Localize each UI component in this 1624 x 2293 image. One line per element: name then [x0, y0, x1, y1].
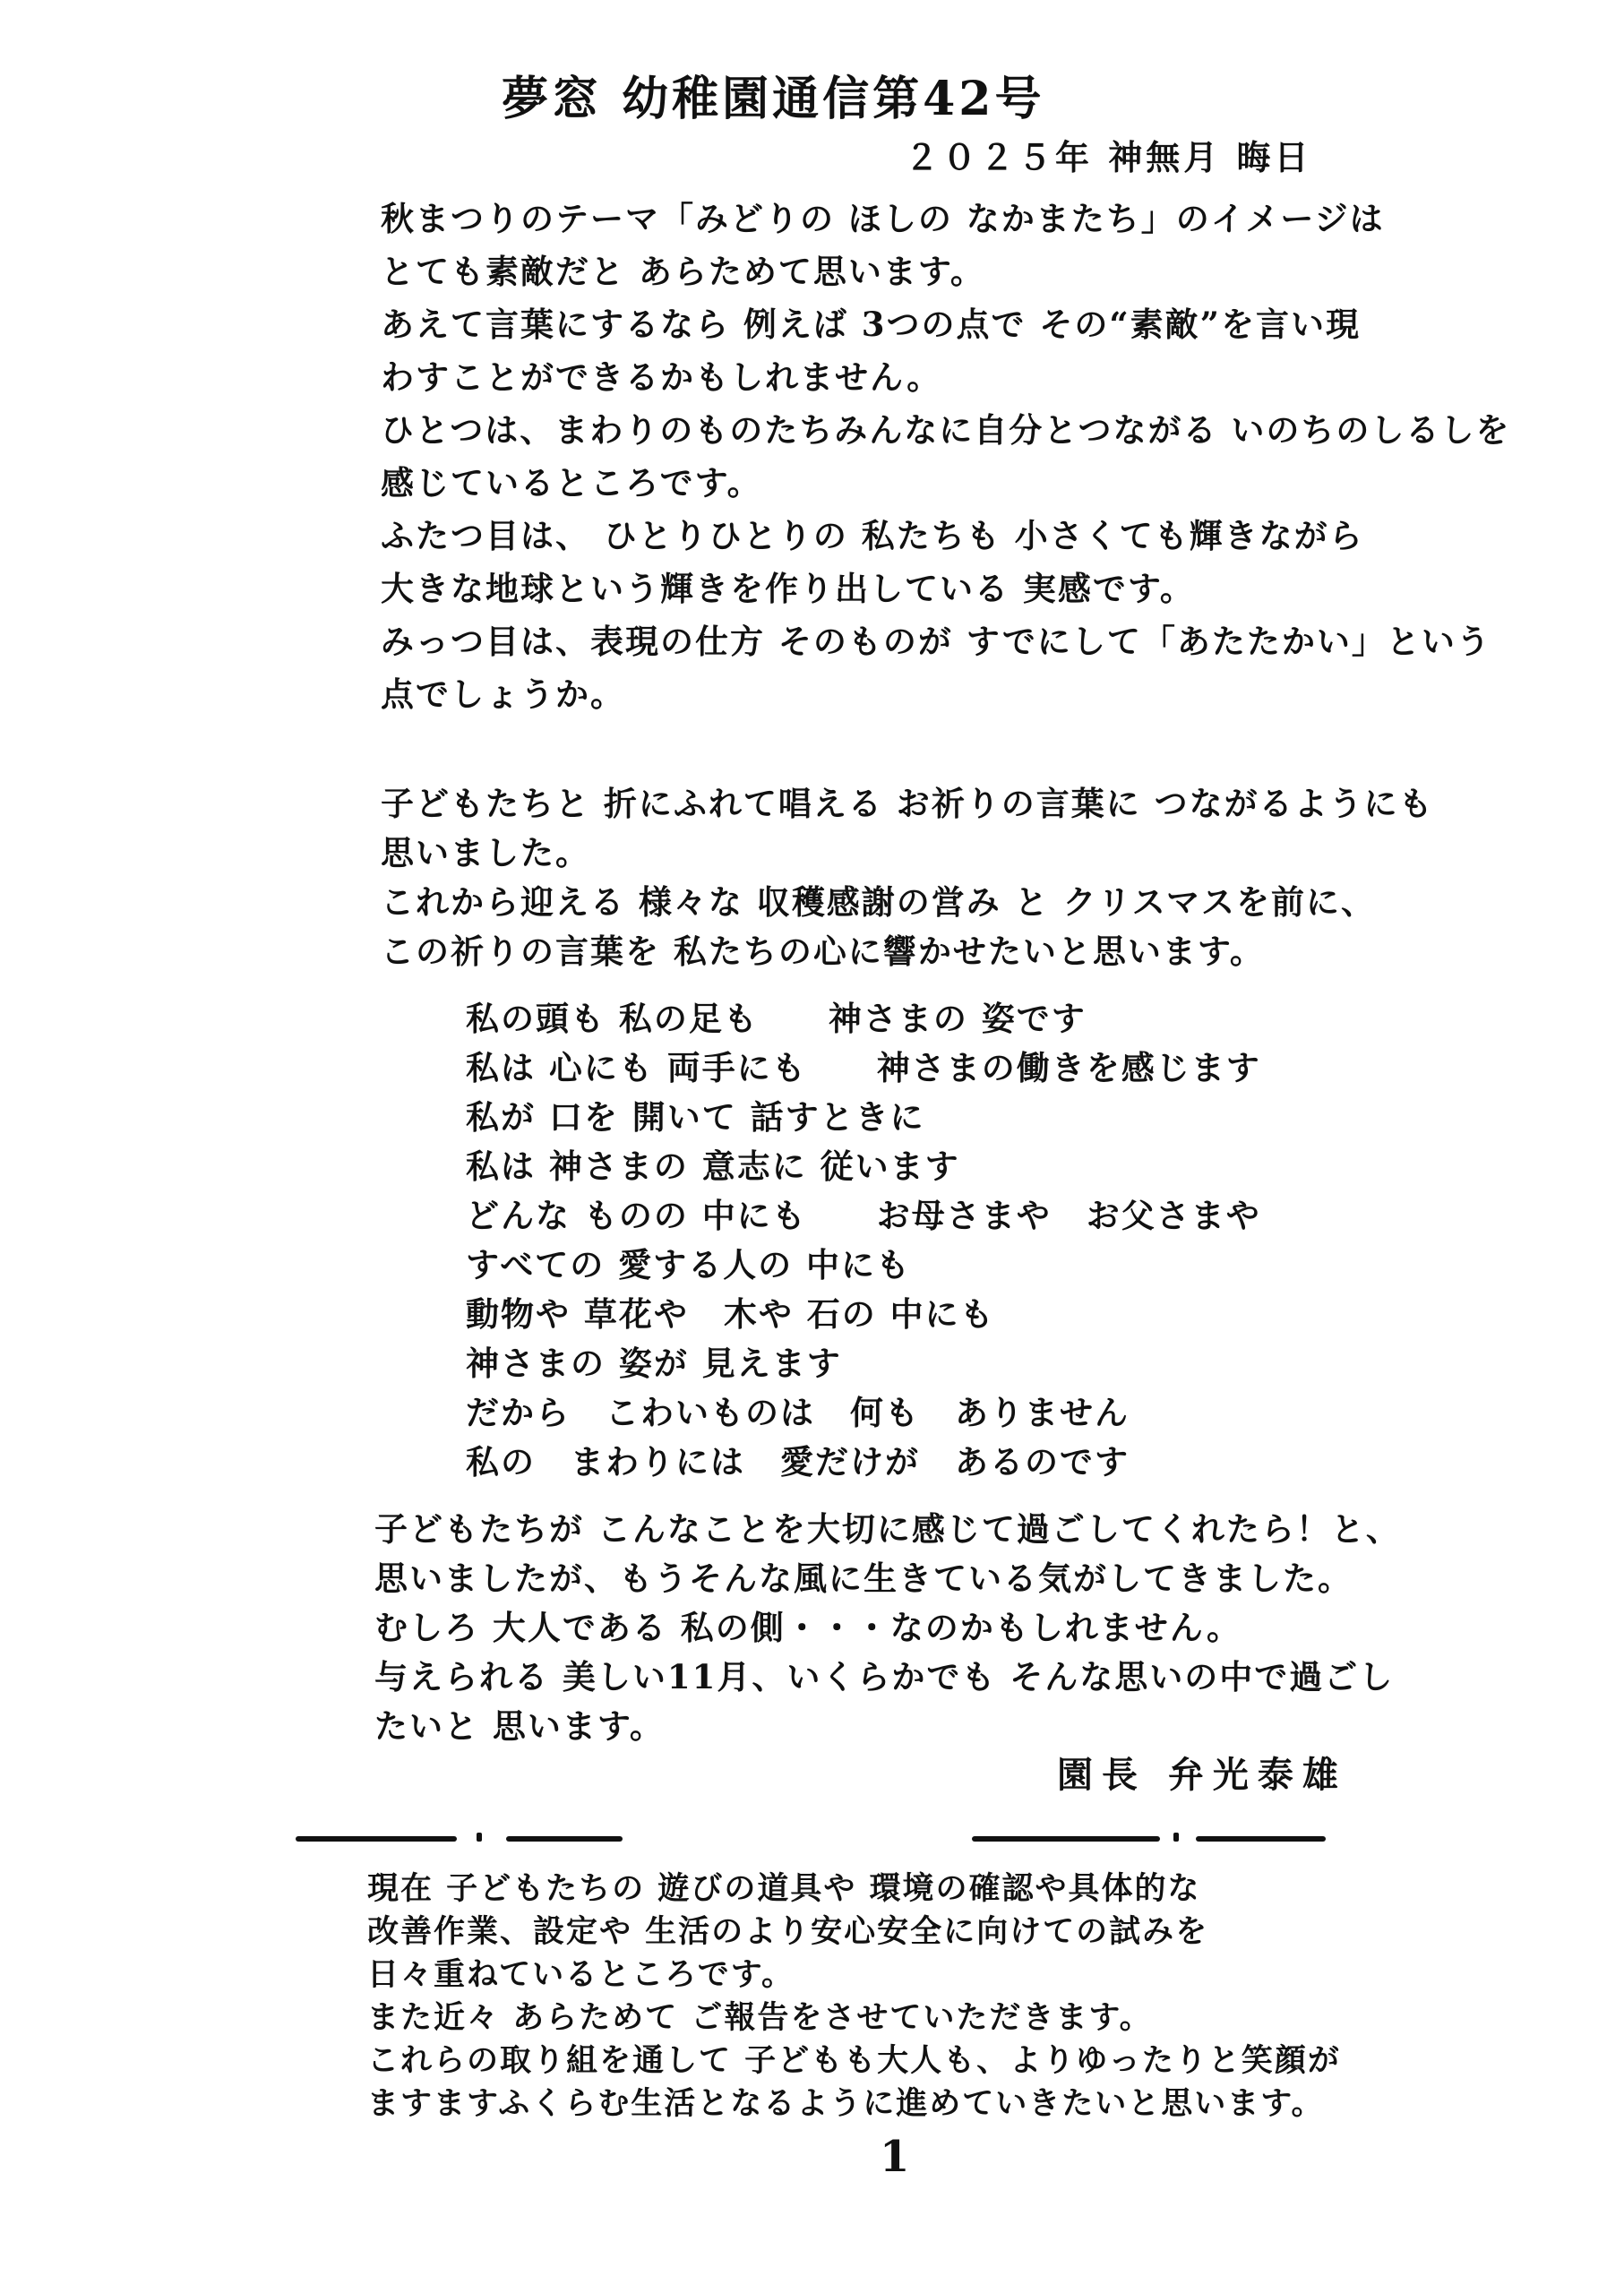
text-line: ひとつは、まわりのものたちみんなに自分とつながる いのちのしるしを: [381, 410, 1511, 450]
prayer-line: 私の まわりには 愛だけが あるのです: [466, 1442, 1130, 1481]
text-line: わすことができるかもしれません。: [381, 357, 942, 397]
page-number: 1: [880, 2132, 910, 2182]
text-line: 点でしょうか。: [381, 674, 625, 714]
prayer-line: だから こわいものは 何も ありません: [466, 1393, 1130, 1432]
text-line: みっつ目は、表現の仕方 そのものが すでにして「あたたかい」という: [381, 622, 1491, 661]
prayer-line: 私は 心にも 両手にも 神さまの働きを感じます: [466, 1048, 1261, 1087]
paragraph-closing: [374, 1505, 1401, 1751]
text-line: 思いました。: [381, 833, 590, 872]
text-line: たいと 思います。: [374, 1706, 665, 1746]
text-line: あえて言葉にするなら 例えば 3つの点で その“素敵”を言い現: [381, 305, 1361, 344]
text-line: 思いましたが、もうそんな風に生きている気がしてきました。: [374, 1559, 1353, 1598]
prayer-line: 私が 口を 開いて 話すときに: [466, 1097, 925, 1137]
text-line: 子どもたちが こんなことを大切に感じて過ごしてくれたら！と、: [374, 1509, 1401, 1549]
issue-date: ２０２５年 神無月 晦日: [905, 137, 1312, 177]
text-line: また近々 あらためて ご報告をさせていただきます。: [367, 1999, 1153, 2036]
prayer-line: すべての 愛する人の 中にも: [466, 1245, 912, 1284]
text-line: とても素敵だと あらためて思います。: [381, 252, 985, 291]
prayer-line: 私の頭も 私の足も 神さまの 姿です: [466, 999, 1087, 1038]
text-line: ますますふくらむ生活となるように進めていきたいと思います。: [367, 2085, 1325, 2122]
text-line: ふたつ目は、 ひとりひとりの 私たちも 小さくても輝きながら: [381, 516, 1364, 555]
text-line: これから迎える 様々な 収穫感謝の営み と クリスマスを前に、: [381, 882, 1377, 922]
text-line: 子どもたちと 折にふれて唱える お祈りの言葉に つながるようにも: [381, 784, 1434, 823]
text-line: 改善作業、設定や 生活のより安心安全に向けての試みを: [367, 1913, 1209, 1950]
text-line: 現在 子どもたちの 遊びの道具や 環境の確認や具体的な: [367, 1870, 1201, 1907]
prayer-line: 動物や 草花や 木や 石の 中にも: [466, 1294, 995, 1334]
text-line: 感じているところです。: [381, 463, 762, 502]
text-line: 秋まつりのテーマ「みどりの ほしの なかまたち」のイメージは: [381, 199, 1385, 238]
prayer-line: 神さまの 姿が 見えます: [466, 1344, 842, 1383]
text-line: むしろ 大人である 私の側・・・なのかもしれません。: [374, 1608, 1242, 1647]
text-line: この祈りの言葉を 私たちの心に響かせたいと思います。: [381, 932, 1265, 971]
paragraph-prayer-intro: [381, 779, 1434, 976]
divider-right-long: [972, 1836, 1160, 1842]
prayer-verse: [466, 994, 1261, 1487]
text-line: 日々重ねているところです。: [367, 1956, 795, 1993]
newsletter-title: 夢窓 幼稚園通信第42号: [502, 72, 1045, 126]
prayer-line: どんな ものの 中にも お母さまや お父さまや: [466, 1196, 1261, 1235]
text-line: 大きな地球という輝きを作り出している 実感です。: [381, 569, 1195, 608]
text-line: これらの取り組を通して 子どもも大人も、よりゆったりと笑顔が: [367, 2042, 1341, 2079]
divider-left-long: [296, 1836, 457, 1842]
principal-signature: 園長 弁光泰雄: [1057, 1754, 1347, 1796]
prayer-line: 私は 神さまの 意志に 従います: [466, 1146, 960, 1186]
text-line: 与えられる 美しい11月、いくらかでも そんな思いの中で過ごし: [374, 1657, 1395, 1696]
divider-left-short: [506, 1836, 623, 1842]
paragraph-autumn-festival: [381, 193, 1510, 721]
paragraph-notice: [367, 1868, 1341, 2126]
divider-dot: [477, 1833, 482, 1842]
divider-dot: [1173, 1833, 1179, 1842]
divider-right-short: [1196, 1836, 1326, 1842]
